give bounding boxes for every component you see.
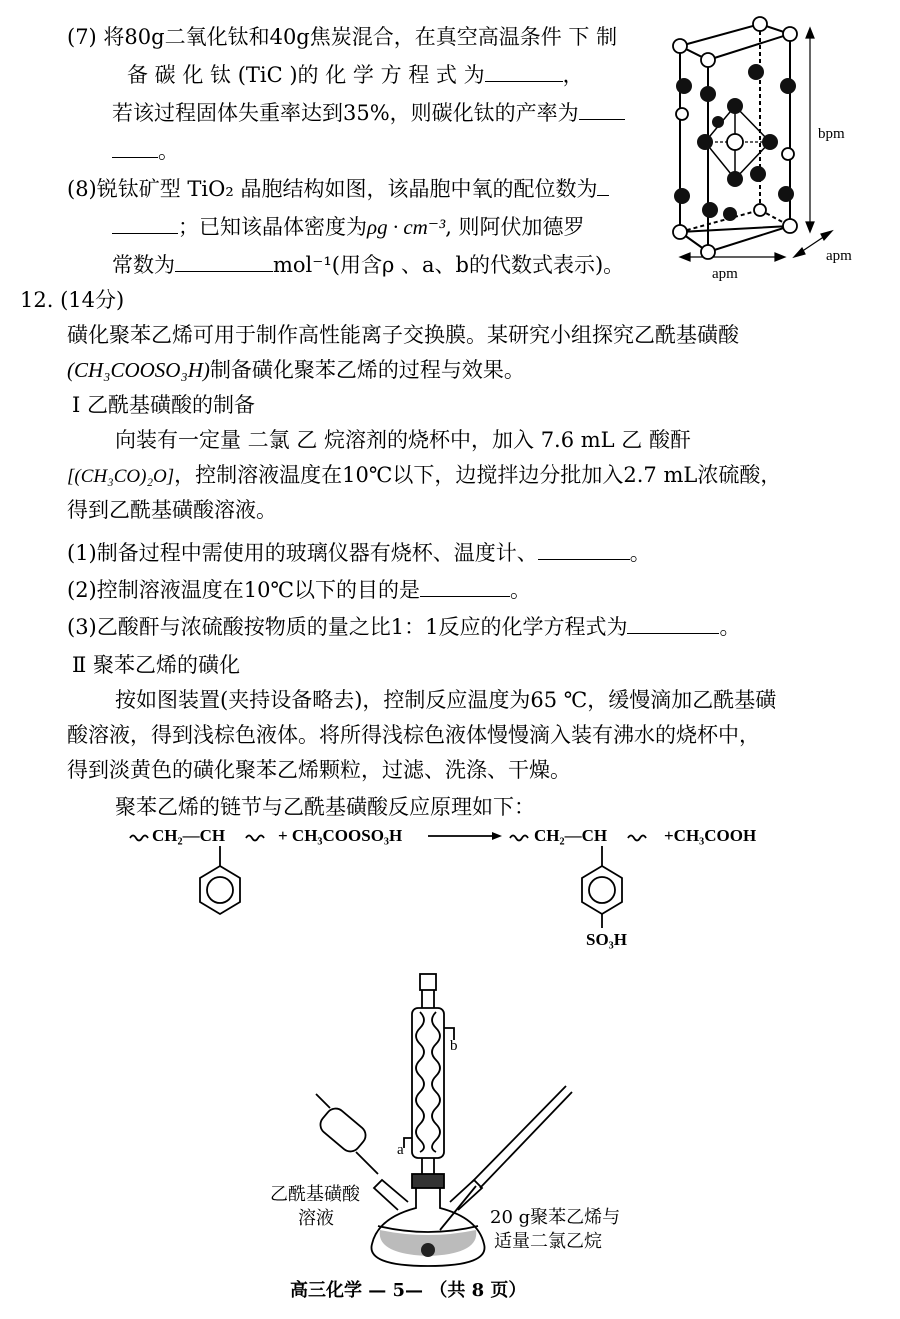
answer-blank[interactable] (538, 541, 630, 560)
apparatus-left-label-2: 溶液 (298, 1208, 334, 1229)
p3-line: 聚苯乙烯的链节与乙酰基磺酸反应原理如下： (115, 795, 535, 819)
density-unit: ρg · cm⁻³ (367, 215, 446, 239)
label-b: b (450, 1038, 458, 1054)
q8-line2-end: , 则阿伏加德罗 (445, 215, 585, 239)
section-1-title: Ⅰ 乙酰基磺酸的制备 (72, 393, 255, 417)
q12-intro-1: 磺化聚苯乙烯可用于制作高性能离子交换膜。某研究小组探究乙酰基磺酸 (67, 323, 739, 347)
answer-blank[interactable] (485, 63, 563, 82)
product-acetic-acid: +CH₃COOH (664, 826, 757, 845)
q7-line1: (7) 将80g二氧化钛和40g焦炭混合，在真空高温条件 下 制 (67, 25, 618, 49)
q8-line1-text: (8)锐钛矿型 TiO₂ 晶胞结构如图，该晶胞中氧的配位数为 (67, 177, 598, 201)
sub-question-2-text: (2)控制溶液温度在10℃以下的目的是 (67, 578, 420, 602)
p2-line3: 得到淡黄色的磺化聚苯乙烯颗粒，过滤、洗涤、干燥。 (67, 758, 571, 782)
q7-line2 (127, 60, 584, 90)
p2-line2: 酸溶液，得到浅棕色液体。将所得浅棕色液体慢慢滴入装有沸水的烧杯中， (67, 723, 760, 747)
formula-acetylsulfonic: (CH₃COOSO₃H) (67, 358, 210, 382)
label-apm-bottom: apm (712, 266, 738, 282)
answer-blank[interactable] (112, 215, 178, 234)
section-2-title: Ⅱ 聚苯乙烯的磺化 (72, 653, 240, 677)
q7-line2-end: ， (562, 63, 584, 87)
apparatus-left-label-1: 乙酰基磺酸 (270, 1184, 360, 1205)
sub-question-3-text: (3)乙酸酐与浓硫酸按物质的量之比1：1反应的化学方程式为 (67, 615, 628, 639)
crystal-cell-diagram (660, 14, 860, 284)
sub-question-3 (67, 612, 740, 642)
answer-blank[interactable] (420, 578, 510, 597)
q7-line4-end: 。 (158, 139, 179, 163)
q8-line2-text: ；已知该晶体密度为 (178, 215, 367, 239)
p2-line1: 按如图装置(夹持设备略去)，控制反应温度为65 ℃，缓慢滴加乙酰基磺 (115, 688, 777, 712)
sub-question-1-end: 。 (629, 541, 651, 565)
q12-intro-2 (67, 355, 525, 385)
label-a: a (397, 1142, 404, 1158)
p1-line1: 向装有一定量 二氯 乙 烷溶剂的烧杯中，加入 7.6 mL 乙 酸酐 (115, 428, 691, 452)
q8-line3 (112, 250, 624, 280)
sub-question-3-end: 。 (719, 615, 741, 639)
apparatus-right-label-2: 适量二氯乙烷 (494, 1231, 602, 1252)
q8-line2 (112, 212, 585, 242)
answer-blank[interactable] (175, 253, 273, 272)
answer-blank[interactable] (597, 177, 609, 196)
reactant-polymer: CH₂—CH (152, 826, 226, 845)
p1-line3: 得到乙酰基磺酸溶液。 (67, 498, 277, 522)
q12-intro-2-text: 制备磺化聚苯乙烯的过程与效果。 (209, 358, 525, 382)
q8-line1 (67, 174, 609, 204)
sub-question-2 (67, 575, 531, 605)
p1-line2 (67, 460, 781, 492)
product-polymer: CH₂—CH (534, 826, 608, 845)
sub-question-1-text: (1)制备过程中需使用的玻璃仪器有烧杯、温度计、 (67, 541, 538, 565)
p1-line2-text: ，控制溶液温度在10℃以下，边搅拌边分批加入2.7 mL浓硫酸， (174, 463, 782, 487)
sub-question-1 (67, 538, 651, 568)
label-apm-side: apm (826, 248, 852, 264)
formula-acetic-anhydride: [(CH₃CO)₂O] (67, 466, 175, 487)
q8-line3-end: mol⁻¹(用含ρ 、a、b的代数式表示)。 (273, 253, 625, 277)
sulfonic-group: SO₃H (586, 930, 627, 949)
answer-blank[interactable] (627, 615, 719, 634)
sub-question-2-end: 。 (509, 578, 531, 602)
page-footer: 高三化学 — 5— （共 8 页） (290, 1280, 527, 1301)
q8-line3-text: 常数为 (112, 253, 175, 277)
q7-line3-text: 若该过程固体失重率达到35%，则碳化钛的产率为 (112, 101, 579, 125)
q7-line3 (112, 98, 625, 128)
q7-line4 (112, 136, 179, 166)
answer-blank[interactable] (112, 139, 158, 158)
q12-heading: 12. (14分) (20, 288, 125, 312)
reactant-acetylsulfonic: + CH₃COOSO₃H (278, 826, 403, 845)
q7-line2-text: 备 碳 化 钛 (TiC )的 化 学 方 程 式 为 (127, 63, 485, 87)
label-bpm: bpm (818, 126, 845, 142)
apparatus-right-label-1: 20 g聚苯乙烯与 (490, 1207, 621, 1228)
answer-blank[interactable] (579, 101, 625, 120)
